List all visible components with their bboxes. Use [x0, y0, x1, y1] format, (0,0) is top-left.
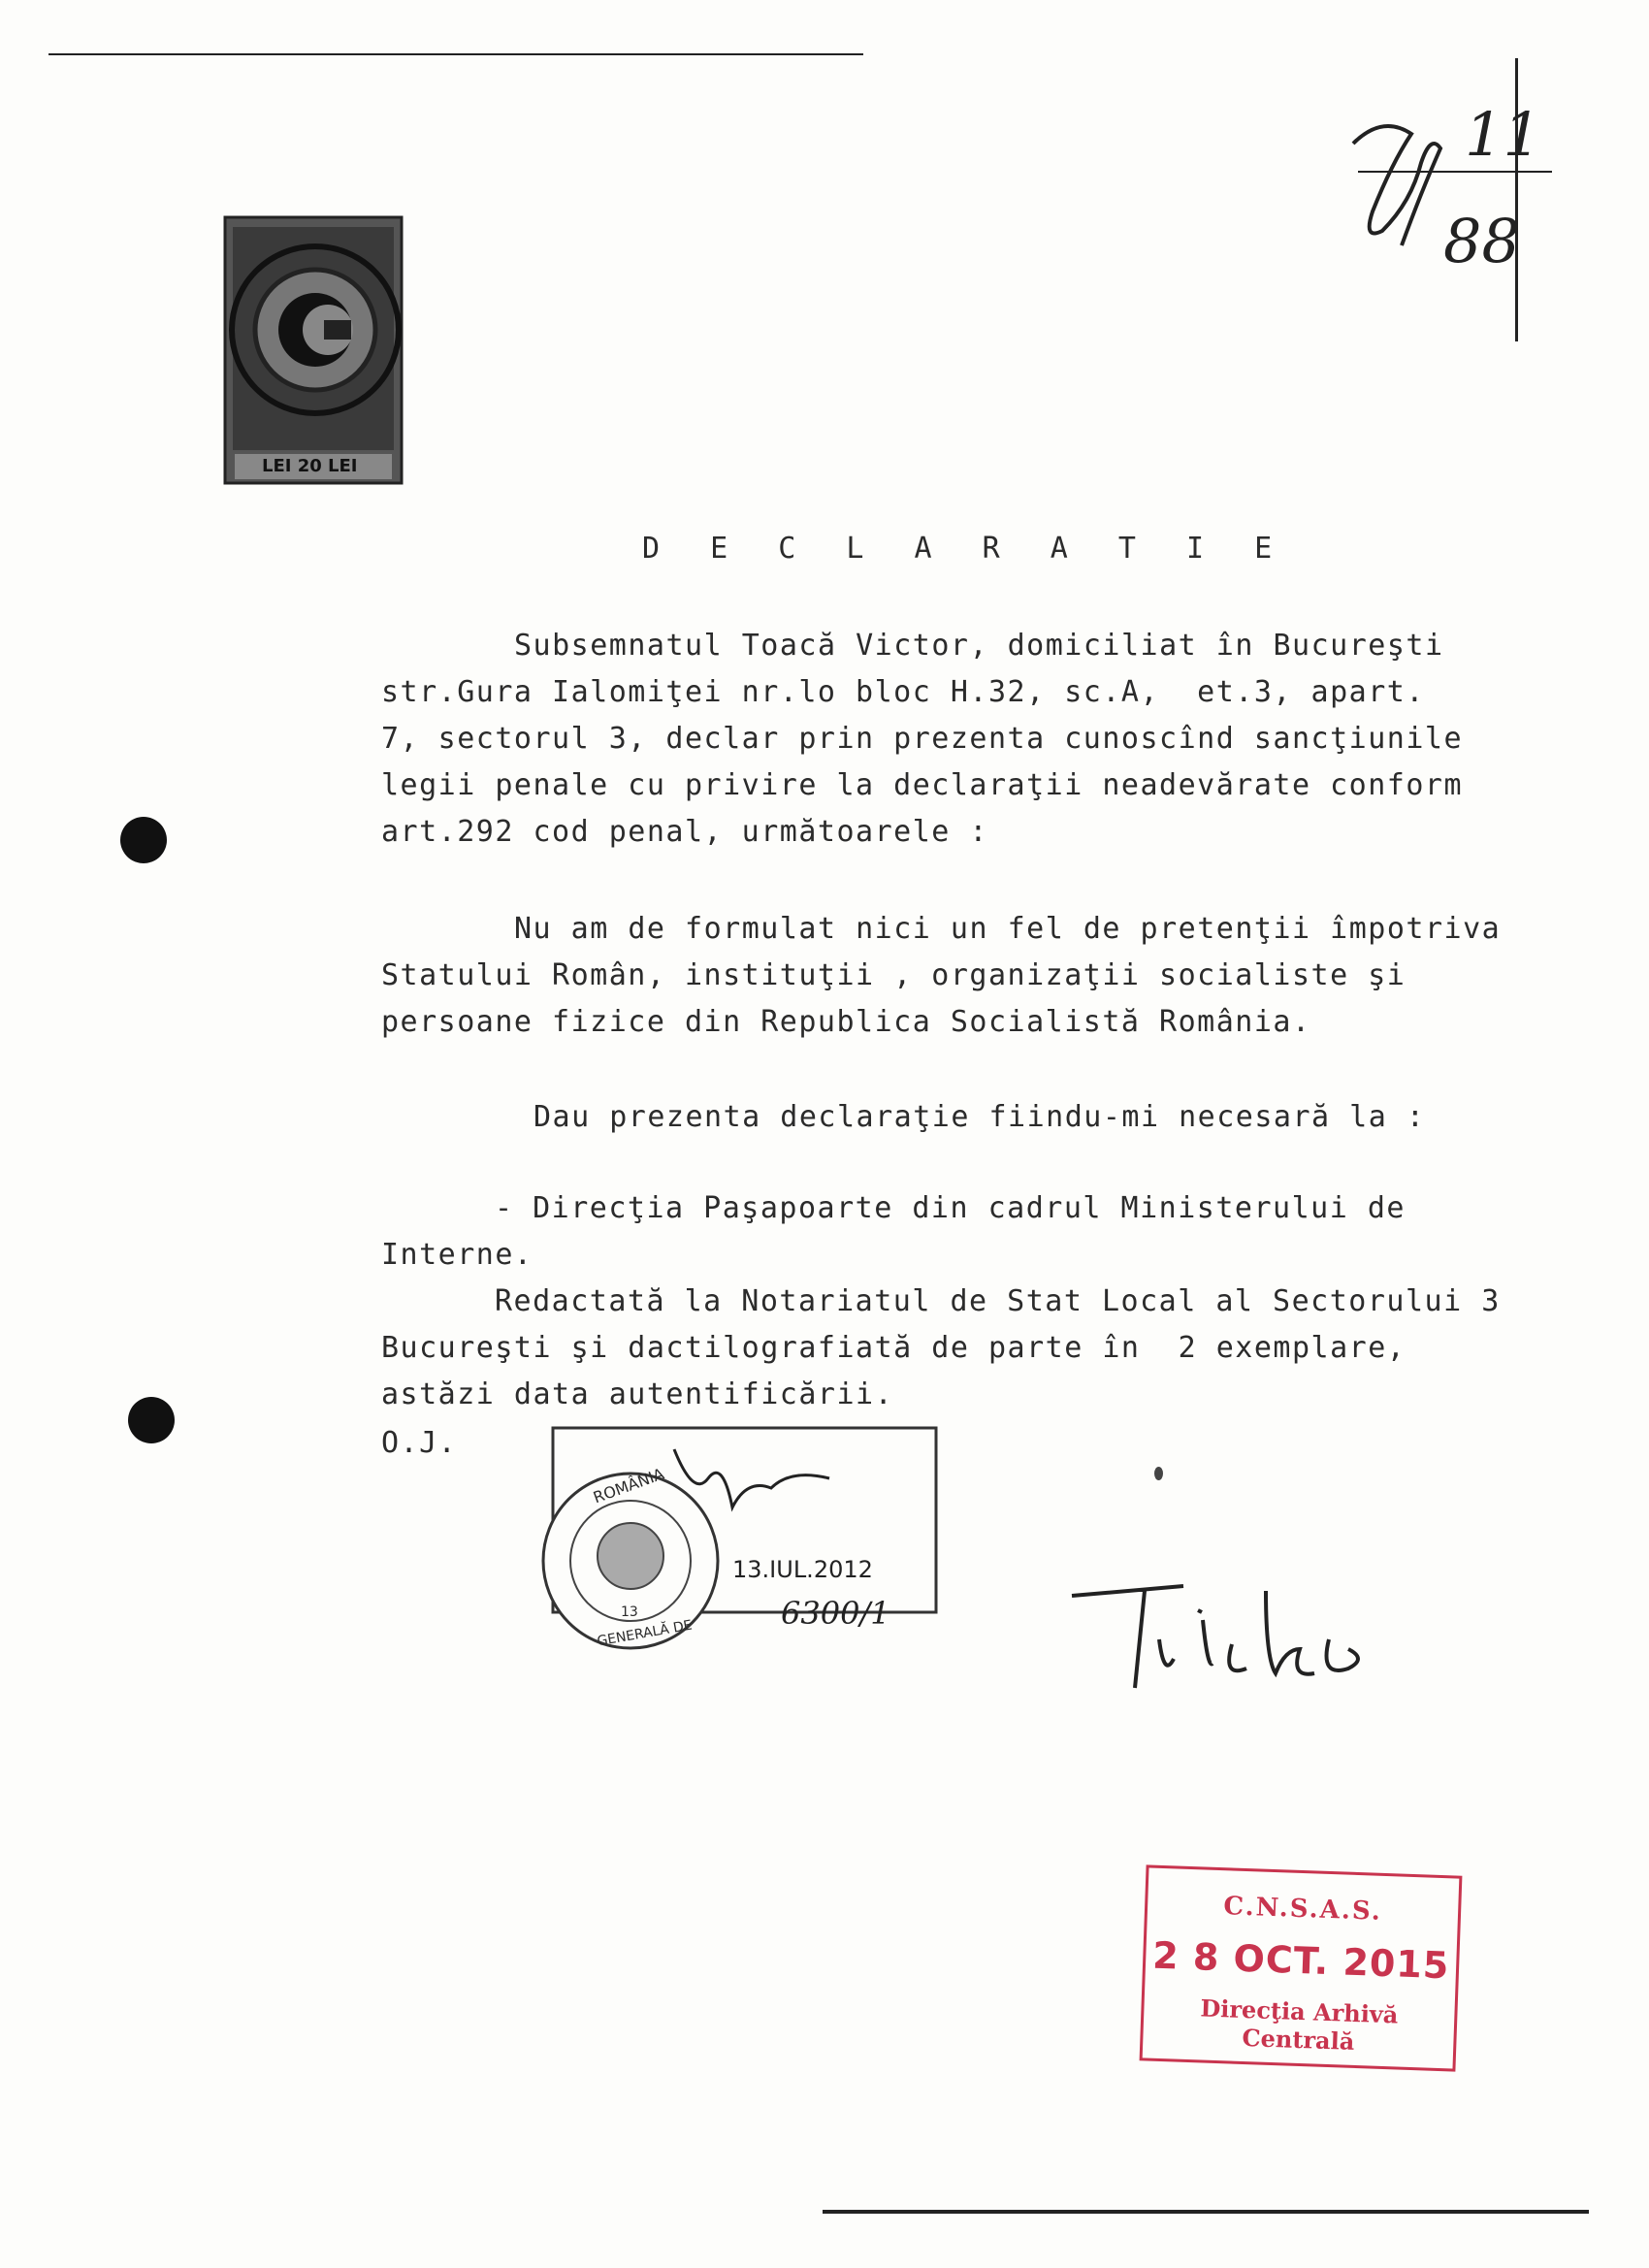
declarant-signature — [1067, 1552, 1397, 1698]
paragraph-4-line-1: - Direcţia Paşapoarte din cadrul Ministerului de — [495, 1191, 1406, 1225]
paragraph-1-line-1: Subsemnatul Toacă Victor, domiciliat în Bucureşti — [514, 629, 1444, 663]
fiscal-stamp — [223, 215, 404, 485]
cnsas-stamp-org: C.N.S.A.S. — [1222, 1892, 1383, 1927]
document-title: D E C L A R A T I E — [642, 532, 1289, 566]
notary-stamp-seal-number: 13 — [621, 1604, 638, 1620]
cnsas-archive-stamp — [1140, 1864, 1463, 2071]
cnsas-stamp-date: 2 8 OCT. 2015 — [1151, 1933, 1451, 1988]
paragraph-1-line-2: str.Gura Ialomiţei nr.lo bloc H.32, sc.A, et.3, apart. — [381, 675, 1425, 709]
punch-hole-top — [120, 817, 167, 863]
paragraph-2-line-3: persoane fizice din Republica Socialistă România. — [381, 1005, 1311, 1039]
notary-stamp-register-number: 6300/1 — [781, 1595, 890, 1632]
typist-initials: O.J. — [381, 1426, 458, 1460]
notary-stamp — [538, 1420, 946, 1663]
paragraph-3: Dau prezenta declaraţie fiindu-mi necesară la : — [534, 1100, 1426, 1134]
paper-speck — [1154, 1467, 1163, 1480]
paragraph-5-line-3: astăzi data autentificării. — [381, 1377, 894, 1411]
paragraph-1-line-5: art.292 cod penal, următoarele : — [381, 815, 988, 849]
notary-stamp-footer: GENERALĂ DE — [596, 1617, 694, 1650]
bottom-rule — [823, 2210, 1589, 2214]
fiscal-stamp-value: LEI 20 LEI — [262, 456, 358, 476]
paragraph-5-line-1: Redactată la Notariatul de Stat Local al Sectorului 3 — [495, 1284, 1501, 1318]
paragraph-2-line-1: Nu am de formulat nici un fel de pretenţii împotriva — [514, 912, 1502, 946]
paragraph-2-line-2: Statului Român, instituţii , organizaţii socialiste şi — [381, 958, 1406, 992]
handwritten-page-number-top: 11 — [1465, 99, 1541, 170]
notary-stamp-date: 13.IUL.2012 — [732, 1556, 873, 1583]
paragraph-1-line-4: legii penale cu privire la declaraţii neadevărate conform — [381, 768, 1464, 802]
notary-stamp-country: ROMÂNIA — [591, 1464, 667, 1507]
punch-hole-bottom — [128, 1397, 175, 1443]
paragraph-1-line-3: 7, sectorul 3, declar prin prezenta cunoscînd sancţiunile — [381, 722, 1464, 756]
cnsas-stamp-department: Direcţia Arhivă Centrală — [1200, 1993, 1399, 2056]
paragraph-4-line-2: Interne. — [381, 1238, 534, 1272]
handwritten-initial-top — [1343, 105, 1460, 250]
top-rule — [48, 53, 863, 55]
handwritten-page-number-bottom: 88 — [1443, 206, 1520, 276]
paragraph-5-line-2: Bucureşti şi dactilografiată de parte în 2 exemplare, — [381, 1331, 1406, 1365]
